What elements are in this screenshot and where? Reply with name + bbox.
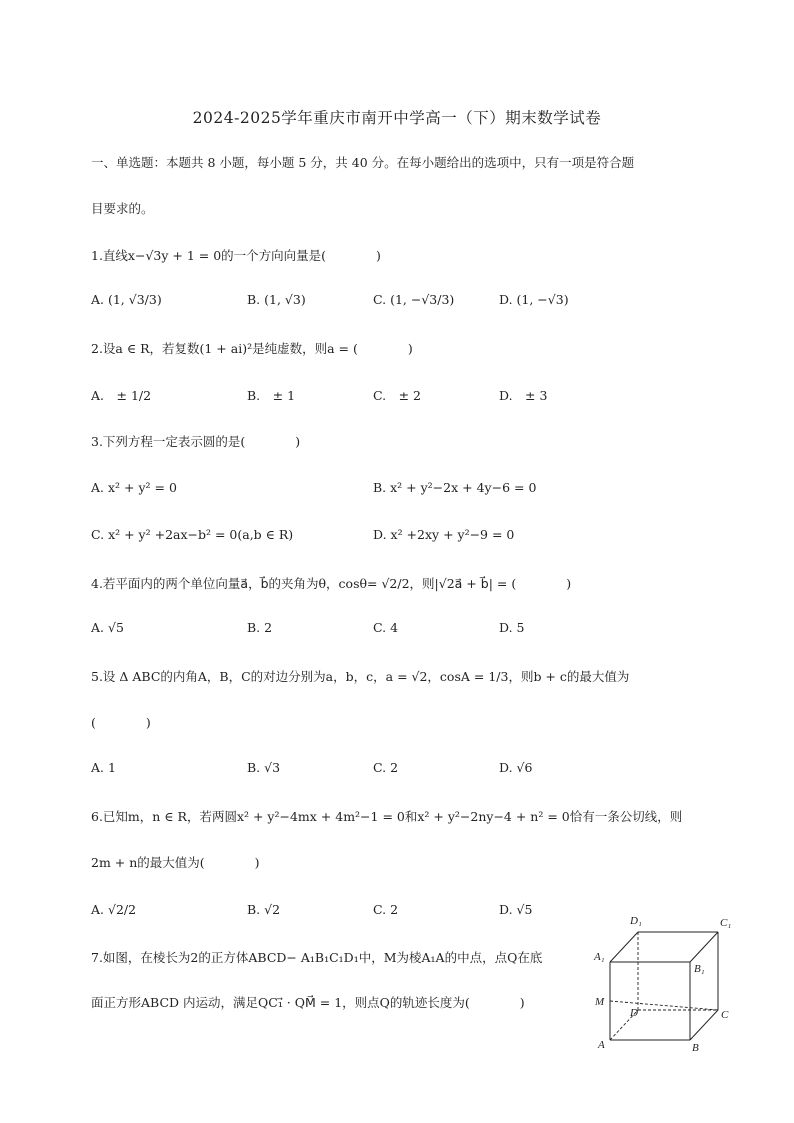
q4-option-c: C. 4: [373, 620, 399, 635]
q6-stem: 6.已知m，n ∈ R，若两圆x² + y²−4mx + 4m²−1 = 0和x² + y²−2ny−4 + n² = 0恰有一条公切线，则: [91, 809, 683, 824]
label-c: C: [721, 1009, 729, 1021]
q2-option-a: A. ± 1/2: [91, 388, 152, 403]
section-instructions-line2: 目要求的。: [91, 201, 154, 216]
q5-option-d: D. √6: [499, 760, 533, 775]
page-title: 2024-2025学年重庆市南开中学高一（下）期末数学试卷: [192, 109, 602, 127]
q1-option-b: B. (1, √3): [247, 292, 306, 307]
q4-stem: 4.若平面内的两个单位向量a⃗，b⃗的夹角为θ，cosθ= √2/2，则|√2a⃗ + b⃗| = ( ): [91, 576, 572, 591]
q1-stem: 1.直线x−√3y + 1 = 0的一个方向向量是( ): [91, 248, 381, 263]
q7-stem-cont: 面正方形ABCD 内运动，满足QC₁⃗ · QM⃗ = 1，则点Q的轨迹长度为( ): [91, 995, 525, 1010]
q2-option-d: D. ± 3: [499, 388, 548, 403]
q3-option-b: B. x² + y²−2x + 4y−6 = 0: [373, 480, 537, 495]
label-c1: C₁: [720, 917, 732, 929]
segment-mc-hidden: [610, 1001, 718, 1010]
q3-option-c: C. x² + y² +2ax−b² = 0(a,b ∈ R): [91, 527, 294, 542]
q4-option-d: D. 5: [499, 620, 525, 635]
q5-option-a: A. 1: [91, 760, 116, 775]
q3-stem: 3.下列方程一定表示圆的是( ): [91, 434, 301, 449]
q2-stem: 2.设a ∈ R，若复数(1 + ai)²是纯虚数，则a = ( ): [91, 341, 413, 356]
label-m: M: [595, 996, 605, 1008]
q7-stem: 7.如图，在棱长为2的正方体ABCD− A₁B₁C₁D₁中，M为棱A₁A的中点，点Q在底: [91, 950, 543, 965]
edge-a1d1: [610, 932, 638, 962]
label-d: D: [630, 1007, 638, 1019]
q3-option-a: A. x² + y² = 0: [91, 480, 177, 495]
q6-option-b: B. √2: [247, 902, 281, 917]
q4-option-a: A. √5: [91, 620, 124, 635]
cube-figure: [592, 910, 742, 1058]
edge-bc: [690, 1010, 718, 1040]
q2-option-c: C. ± 2: [373, 388, 421, 403]
q6-option-a: A. √2/2: [91, 902, 137, 917]
label-b1: B₁: [694, 963, 705, 975]
label-d1: D₁: [630, 915, 642, 927]
label-a: A: [598, 1039, 605, 1051]
q5-option-b: B. √3: [247, 760, 281, 775]
edge-b1c1: [690, 932, 718, 962]
q6-option-c: C. 2: [373, 902, 399, 917]
q5-stem-cont: ( ): [91, 715, 151, 730]
q1-option-c: C. (1, −√3/3): [373, 292, 455, 307]
q5-option-c: C. 2: [373, 760, 399, 775]
section-instructions-line1: 一、单选题：本题共 8 小题，每小题 5 分，共 40 分。在每小题给出的选项中，只有一项是符合题: [91, 155, 635, 170]
q4-option-b: B. 2: [247, 620, 273, 635]
q1-option-d: D. (1, −√3): [499, 292, 569, 307]
q1-option-a: A. (1, √3/3): [91, 292, 162, 307]
label-b: B: [692, 1042, 699, 1054]
q3-option-d: D. x² +2xy + y²−9 = 0: [373, 527, 515, 542]
q6-stem-cont: 2m + n的最大值为( ): [91, 855, 260, 870]
q6-option-d: D. √5: [499, 902, 533, 917]
label-a1: A₁: [594, 951, 605, 963]
q2-option-b: B. ± 1: [247, 388, 296, 403]
q5-stem: 5.设 Δ ABC的内角A，B，C的对边分别为a，b，c，a = √2，cosA = 1/3，则b + c的最大值为: [91, 669, 630, 684]
